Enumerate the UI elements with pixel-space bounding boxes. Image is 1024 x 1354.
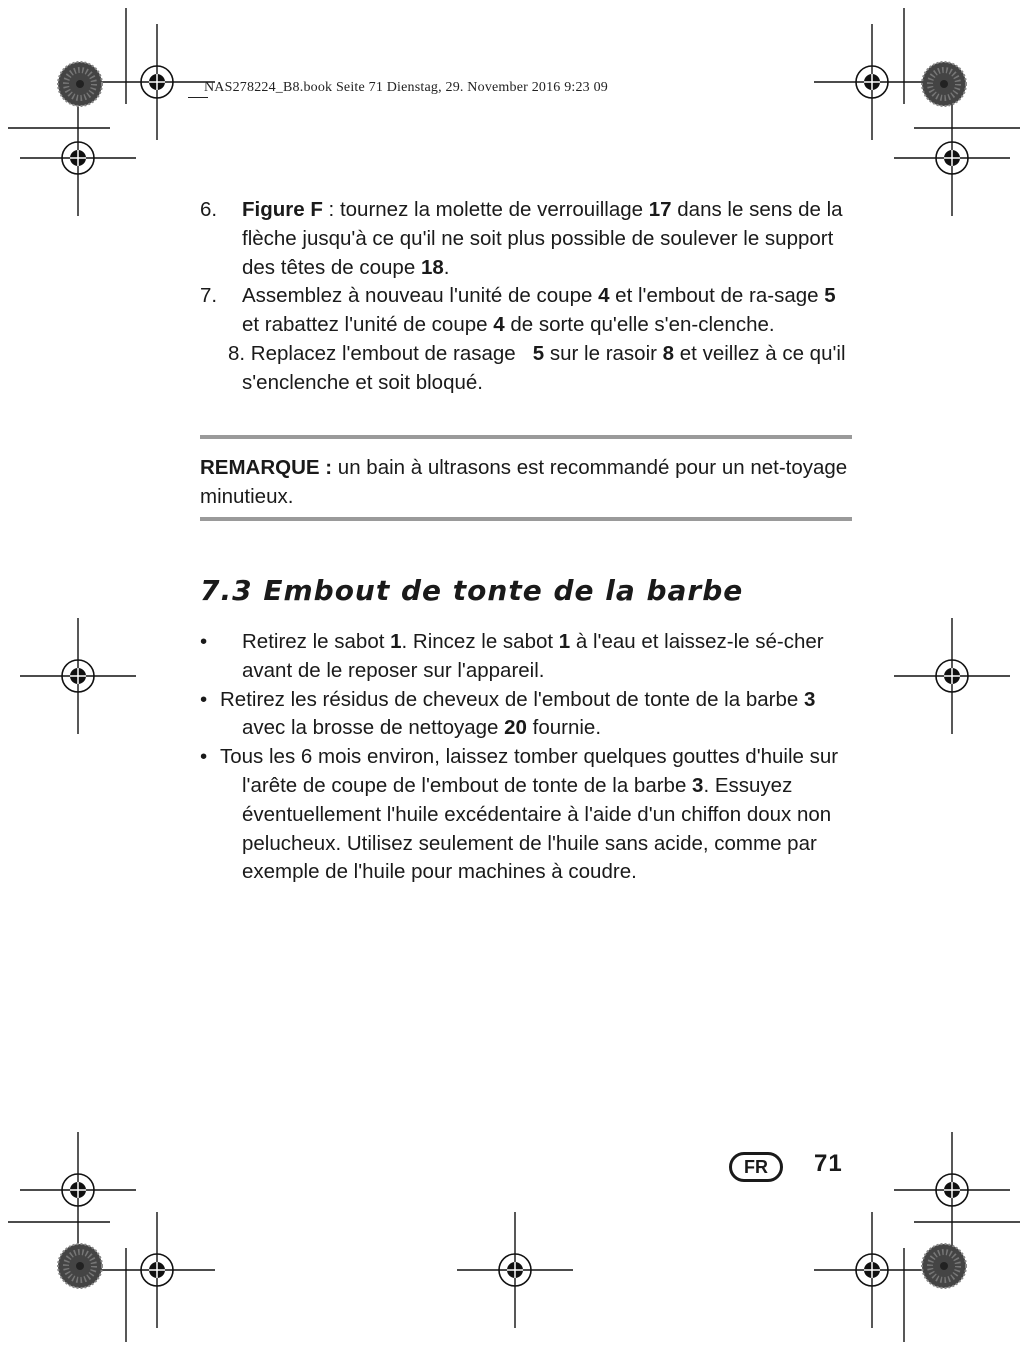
part-number: 5 bbox=[824, 284, 836, 308]
note-label: REMARQUE : bbox=[200, 456, 333, 479]
part-number: 1 bbox=[390, 630, 402, 653]
part-number: 8 bbox=[662, 341, 675, 365]
bullet-text: . Essuyez éventuellement l'huile excédentaire à l'aide d'un chiffon doux non pelucheux. Utilisez seulement de l'huile sans acide, comme par exemple de l'huile pour machines à coudre. bbox=[242, 773, 832, 884]
figure-ref: Figure F bbox=[242, 198, 323, 221]
part-number: 3 bbox=[692, 773, 704, 797]
step-text: de sorte qu'elle s'en-clenche. bbox=[504, 313, 775, 337]
slug-underline bbox=[188, 97, 208, 98]
step-number: 8. bbox=[228, 341, 246, 365]
step-text: Assemblez à nouveau l'unité de coupe bbox=[242, 284, 599, 308]
list-item bbox=[200, 628, 854, 686]
bullet-text: Retirez le sabot bbox=[242, 630, 391, 653]
step-text: : tournez la molette de verrouillage bbox=[322, 198, 649, 221]
part-number: 3 bbox=[803, 687, 816, 711]
bullet-text: à l'eau et laissez-le sé-cher avant de le reposer sur l'appareil. bbox=[242, 630, 824, 682]
step-item bbox=[200, 282, 854, 340]
section-title: 7.3 Embout de tonte de la barbe bbox=[200, 574, 744, 607]
step-text: et l'embout de ra-sage bbox=[609, 284, 825, 308]
part-number: 1 bbox=[558, 630, 571, 653]
bullet-marker: • bbox=[200, 745, 208, 769]
step-number: 6. bbox=[200, 198, 218, 221]
note-box bbox=[200, 454, 854, 512]
list-item bbox=[200, 743, 854, 887]
part-number: 4 bbox=[598, 284, 610, 308]
bullet-marker: • bbox=[200, 687, 208, 711]
step-text: et veillez à ce qu'il s'enclenche et soit bloqué. bbox=[242, 341, 846, 394]
bullet-text: . Rincez le sabot bbox=[401, 630, 559, 653]
step-item bbox=[200, 196, 854, 282]
bullet-marker: • bbox=[200, 630, 208, 653]
step-text: sur le rasoir bbox=[544, 341, 663, 365]
part-number: 17 bbox=[648, 198, 672, 221]
part-number: 4 bbox=[493, 313, 505, 337]
step-number: 7. bbox=[200, 284, 218, 308]
bullet-text: avec la brosse de nettoyage bbox=[242, 716, 505, 740]
step-item bbox=[200, 340, 854, 398]
language-badge: FR bbox=[729, 1152, 783, 1182]
step-text: . bbox=[443, 255, 450, 279]
part-number: 20 bbox=[504, 716, 527, 740]
note-text: un bain à ultrasons est recommandé pour un net-toyage minutieux. bbox=[200, 456, 848, 508]
step-text: et rabattez l'unité de coupe bbox=[242, 313, 494, 337]
part-number: 18 bbox=[420, 255, 444, 279]
steps-list bbox=[200, 196, 854, 398]
page-number: 71 bbox=[814, 1150, 843, 1177]
bullet-text: Retirez les résidus de cheveux de l'embout de tonte de la barbe bbox=[220, 687, 804, 711]
step-text: Replacez l'embout de rasage bbox=[245, 341, 533, 365]
bullet-text: fournie. bbox=[526, 716, 602, 740]
bullet-list bbox=[200, 628, 854, 887]
bullet-text: Tous les 6 mois environ, laissez tomber quelques gouttes d'huile sur l'arête de coupe de l'embout de tonte de la barbe bbox=[220, 745, 839, 797]
list-item bbox=[200, 686, 854, 744]
note-bottom-rule bbox=[200, 517, 852, 521]
part-number: 5 bbox=[532, 341, 545, 365]
print-slug: NAS278224_B8.book Seite 71 Dienstag, 29. November 2016 9:23 09 bbox=[204, 80, 608, 95]
note-top-rule bbox=[200, 435, 852, 439]
step-text: dans le sens de la flèche jusqu'à ce qu'il ne soit plus possible de soulever le support des têtes de coupe bbox=[242, 198, 843, 279]
